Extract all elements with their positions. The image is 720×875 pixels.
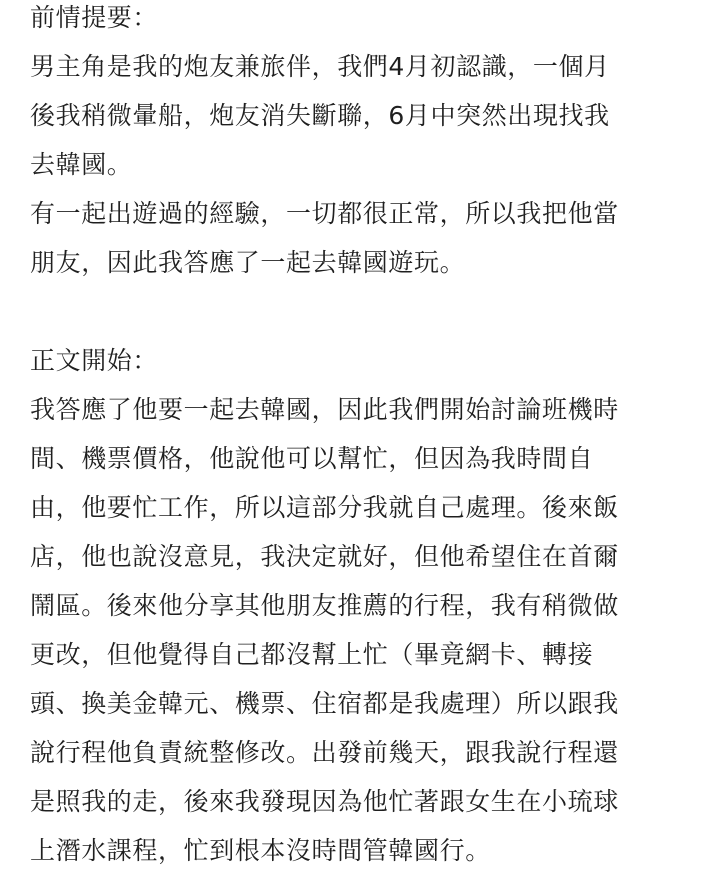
paragraph-line: 男主角是我的炮友兼旅伴，我們4月初認識，一個月: [30, 52, 610, 81]
paragraph-spacer: [30, 287, 690, 336]
paragraph-line: 說行程他負責統整修改。出發前幾天，跟我說行程還: [30, 738, 619, 767]
paragraph-line: 由，他要忙工作，所以這部分我就自己處理。後來飯: [30, 493, 619, 522]
section-heading-main: 正文開始：: [30, 346, 159, 375]
paragraph-line: 上潛水課程，忙到根本沒時間管韓國行。: [30, 836, 491, 865]
paragraph-line: 間、機票價格，他說他可以幫忙，但因為我時間自: [30, 444, 594, 473]
paragraph-line: 是照我的走，後來我發現因為他忙著跟女生在小琉球: [30, 787, 619, 816]
paragraph-line: 後我稍微暈船，炮友消失斷聯，6月中突然出現找我: [30, 101, 610, 130]
paragraph-line: 頭、換美金韓元、機票、住宿都是我處理）所以跟我: [30, 689, 619, 718]
paragraph-line: 鬧區。後來他分享其他朋友推薦的行程，我有稍微做: [30, 591, 619, 620]
paragraph-line: 有一起出遊過的經驗，一切都很正常，所以我把他當: [30, 199, 619, 228]
paragraph-line: 朋友，因此我答應了一起去韓國遊玩。: [30, 248, 466, 277]
paragraph-line: 店，他也說沒意見，我決定就好，但他希望住在首爾: [30, 542, 619, 571]
paragraph-line: 更改，但他覺得自己都沒幫上忙（畢竟網卡、轉接: [30, 640, 594, 669]
section-heading-background: 前情提要：: [30, 3, 159, 32]
paragraph-line: 我答應了他要一起去韓國，因此我們開始討論班機時: [30, 395, 619, 424]
paragraph-line: 去韓國。: [30, 150, 133, 179]
